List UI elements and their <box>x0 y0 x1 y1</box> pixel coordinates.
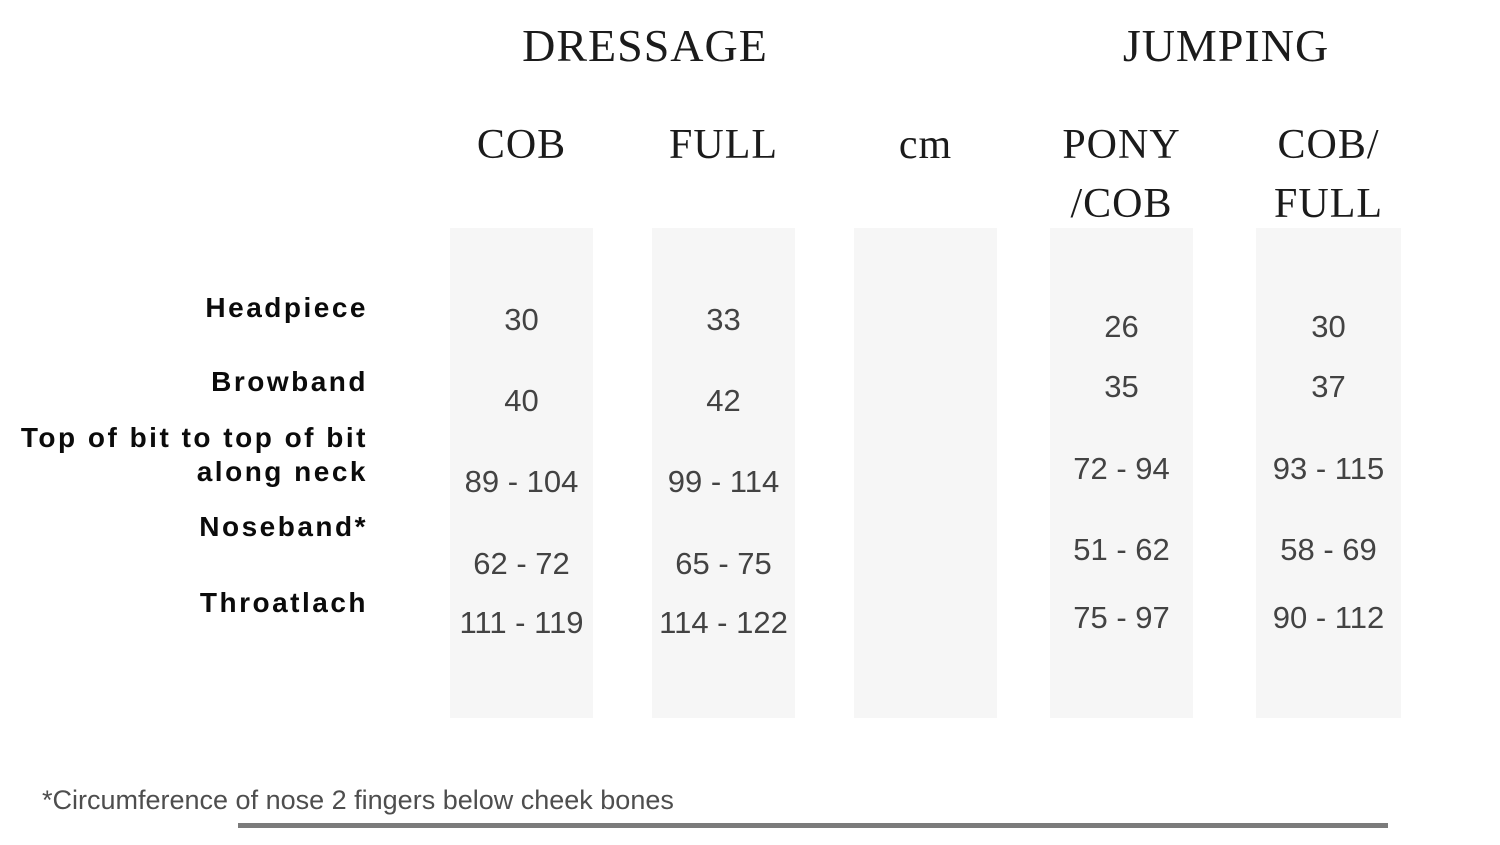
column-header-line: FULL <box>669 122 778 168</box>
group-header-dressage: DRESSAGE <box>522 20 768 71</box>
cell-value: 30 <box>1311 309 1346 344</box>
column-header-cm <box>854 116 997 175</box>
column-header-cob-full <box>1256 116 1401 234</box>
cell-value: 58 - 69 <box>1280 532 1377 567</box>
cell-value: 99 - 114 <box>667 464 780 499</box>
cell-value: 62 - 72 <box>473 546 570 581</box>
column-dressage-full <box>652 228 795 718</box>
cell-value: 72 - 94 <box>1073 451 1170 486</box>
column-header-full <box>652 116 795 175</box>
cell-value: 89 - 104 <box>464 464 579 499</box>
row-label-browband <box>0 365 368 399</box>
column-header-line: cm <box>898 122 953 168</box>
column-header-cob <box>450 116 593 175</box>
column-cm-spacer <box>854 228 997 718</box>
divider-rule <box>238 823 1388 828</box>
column-dressage-cob <box>450 228 593 718</box>
cell-value: 90 - 112 <box>1272 600 1385 635</box>
row-label-line: Browband <box>211 366 368 397</box>
row-label-noseband <box>0 510 368 544</box>
cell-value: 75 - 97 <box>1073 600 1170 635</box>
row-label-line: Noseband* <box>199 511 368 542</box>
column-jumping-cob-full <box>1256 228 1401 718</box>
column-jumping-pony-cob <box>1050 228 1193 718</box>
cell-value: 65 - 75 <box>675 546 772 581</box>
row-label-throatlach <box>0 586 368 620</box>
row-label-line: Headpiece <box>205 292 368 323</box>
cell-value: 40 <box>504 383 539 418</box>
cell-value: 93 - 115 <box>1272 451 1385 486</box>
cell-value: 37 <box>1311 369 1346 404</box>
cell-value: 35 <box>1104 369 1139 404</box>
footnote: *Circumference of nose 2 fingers below cheek bones <box>42 785 674 815</box>
cell-value: 114 - 122 <box>659 605 788 640</box>
column-header-line: COB <box>476 122 567 168</box>
column-header-line: FULL <box>1274 181 1383 227</box>
row-label-headpiece <box>0 291 368 325</box>
column-header-line: PONY <box>1062 122 1181 168</box>
cell-value: 26 <box>1104 309 1139 344</box>
row-label-line: Top of bit to top of bit <box>20 422 368 453</box>
cell-value: 30 <box>504 302 539 337</box>
cell-value: 33 <box>706 302 741 337</box>
group-header-jumping: JUMPING <box>1122 20 1330 71</box>
cell-value: 51 - 62 <box>1073 532 1170 567</box>
cell-value: 42 <box>706 383 741 418</box>
row-label-line: Throatlach <box>199 587 368 618</box>
column-header-pony-cob <box>1050 116 1193 234</box>
cell-value: 111 - 119 <box>459 605 584 640</box>
column-header-line: COB/ <box>1277 122 1380 168</box>
row-label-top-of-bit <box>0 421 368 489</box>
row-label-line: along neck <box>196 456 368 487</box>
column-header-line: /COB <box>1070 181 1173 227</box>
